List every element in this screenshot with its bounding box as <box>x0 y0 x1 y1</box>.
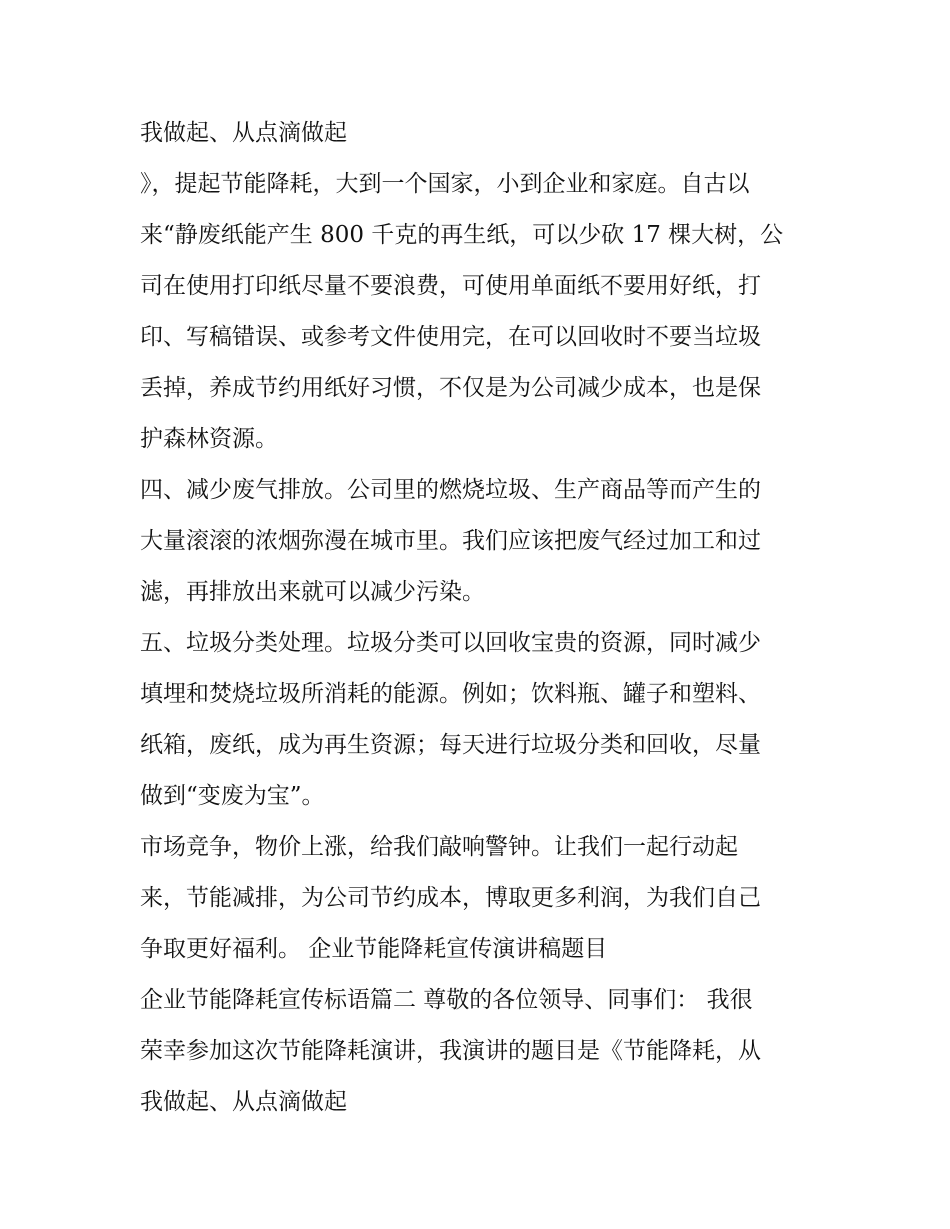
text-line: 印、写稿错误、或参考文件使用完，在可以回收时不要当垃圾 <box>140 324 761 350</box>
text-line: 做到“变废为宝”。 <box>140 783 325 809</box>
text-line: 来“静废纸能产生 800 千克的再生纸，可以少砍 17 棵大树，公 <box>140 222 784 248</box>
text-line: 我做起、从点滴做起 <box>140 1089 347 1115</box>
text-line: 我做起、从点滴做起 <box>140 120 347 146</box>
text-line: 司在使用打印纸尽量不要浪费，可使用单面纸不要用好纸，打 <box>140 273 761 299</box>
text-line: 纸箱，废纸，成为再生资源；每天进行垃圾分类和回收，尽量 <box>140 732 761 758</box>
text-line: 企业节能降耗宣传标语篇二 尊敬的各位领导、同事们： 我很 <box>140 987 753 1013</box>
text-line: 市场竞争，物价上涨，给我们敲响警钟。让我们一起行动起 <box>140 834 738 860</box>
text-line: 滤，再排放出来就可以减少污染。 <box>140 579 485 605</box>
text-line: 护森林资源。 <box>140 426 278 452</box>
document-body <box>140 108 820 1128</box>
text-line: 》，提起节能降耗，大到一个国家，小到企业和家庭。自古以 <box>140 171 750 197</box>
text-line: 填埋和焚烧垃圾所消耗的能源。例如；饮料瓶、罐子和塑料、 <box>140 681 761 707</box>
text-line: 丢掉，养成节约用纸好习惯，不仅是为公司减少成本，也是保 <box>140 375 761 401</box>
text-line: 争取更好福利。 企业节能降耗宣传演讲稿题目 <box>140 936 608 962</box>
text-line: 五、垃圾分类处理。垃圾分类可以回收宝贵的资源，同时减少 <box>140 630 761 656</box>
text-line: 来，节能减排，为公司节约成本，博取更多利润，为我们自己 <box>140 885 761 911</box>
text-line: 荣幸参加这次节能降耗演讲，我演讲的题目是《节能降耗，从 <box>140 1038 761 1064</box>
text-line: 四、减少废气排放。公司里的燃烧垃圾、生产商品等而产生的 <box>140 477 761 503</box>
text-line: 大量滚滚的浓烟弥漫在城市里。我们应该把废气经过加工和过 <box>140 528 761 554</box>
